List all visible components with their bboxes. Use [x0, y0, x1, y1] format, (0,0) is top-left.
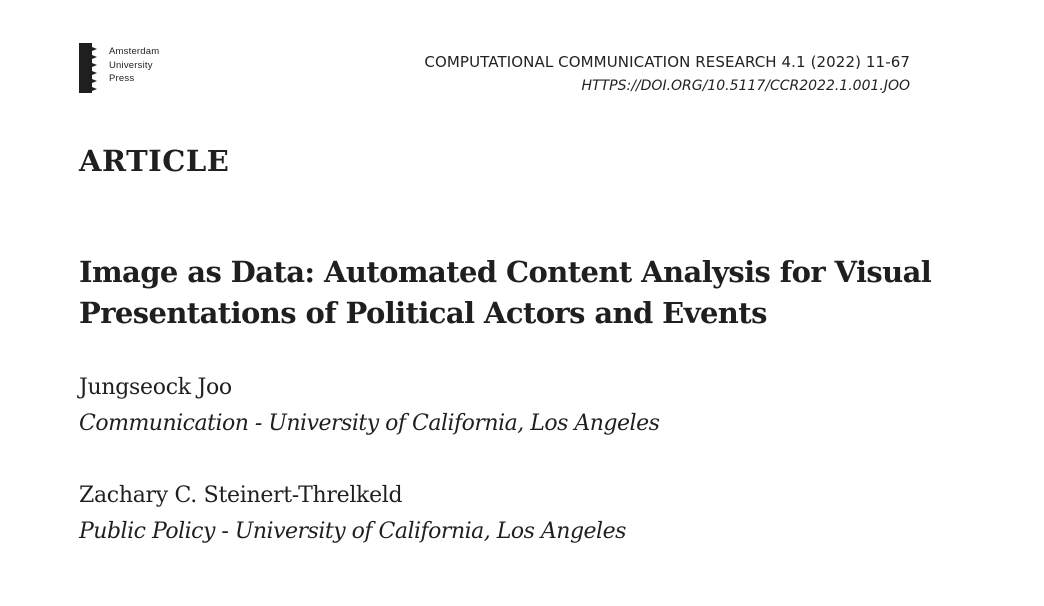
author-name: Jungseock Joo: [79, 375, 232, 400]
author-block: [79, 373, 659, 439]
aup-logo-icon: [79, 43, 98, 93]
publisher-name-line: Amsterdam: [109, 46, 160, 57]
author-name: Zachary C. Steinert-Threlkeld: [79, 483, 403, 508]
journal-header: [424, 52, 910, 96]
publisher-name: [109, 45, 159, 86]
article-title-line: Image as Data: Automated Content Analysis for Visual: [79, 255, 932, 289]
author-affiliation: Communication - University of California, Los Angeles: [79, 411, 660, 436]
publisher-name-line: Press: [109, 73, 135, 84]
publisher-logo: [79, 43, 159, 93]
author-block: [79, 481, 626, 547]
journal-citation: COMPUTATIONAL COMMUNICATION RESEARCH 4.1 (2022) 11-67: [424, 53, 910, 71]
article-title-line: Presentations of Political Actors and Events: [79, 296, 767, 330]
publisher-name-line: University: [109, 59, 153, 71]
article-type-label: ARTICLE: [79, 144, 230, 178]
article-title: [79, 252, 959, 334]
doi-link[interactable]: HTTPS://DOI.ORG/10.5117/CCR2022.1.001.JOO: [581, 78, 910, 94]
author-affiliation: Public Policy - University of California, Los Angeles: [79, 519, 626, 544]
